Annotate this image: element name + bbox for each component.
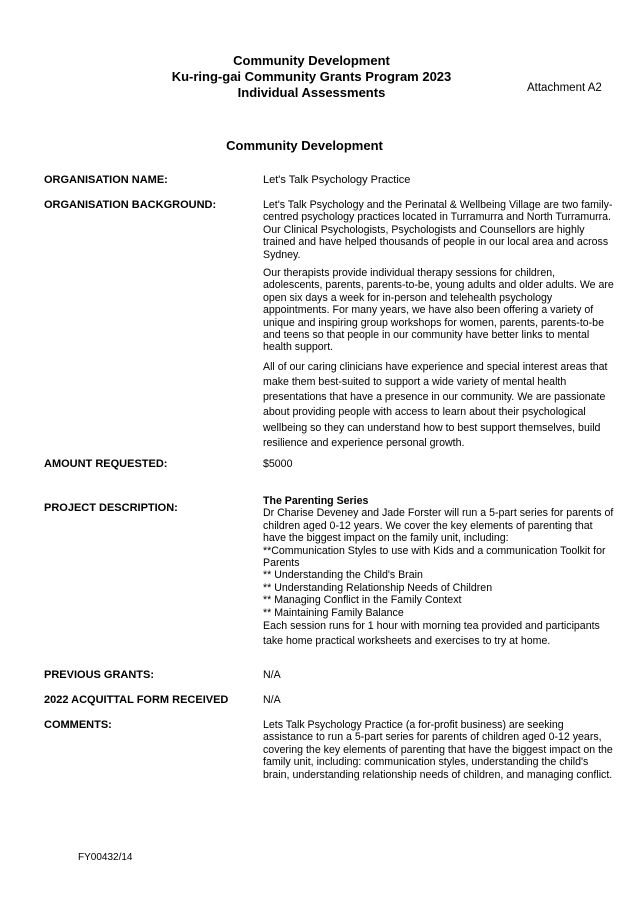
project-item: ** Managing Conflict in the Family Context bbox=[263, 594, 462, 607]
comments-value: Lets Talk Psychology Practice (a for-profit business) are seeking assistance to run a 5-part series for parents of children aged 0-12 years, covering the key elements of parenting that have the biggest impact on the family unit, including: communication styles, understanding the child's brain, understanding relationship needs of children, and managing conflict. bbox=[263, 719, 613, 781]
project-title: The Parenting Series bbox=[263, 495, 369, 507]
section-title: Community Development bbox=[226, 138, 383, 153]
org-name-value: Let's Talk Psychology Practice bbox=[263, 174, 411, 186]
background-paragraph-2: Our therapists provide individual therapy sessions for children, adolescents, parents, parents-to-be, young adults and older adults. We are open six days a week for in-person and telehealth psychology appointments. For many years, we have also been offering a variety of unique and inspiring group workshops for women, parents, parents-to-be and teens so that people in our community have better links to mental health support. bbox=[263, 267, 614, 354]
org-name-label: ORGANISATION NAME: bbox=[44, 174, 168, 186]
project-item: ** Understanding Relationship Needs of Children bbox=[263, 581, 493, 594]
project-item: ** Understanding the Child's Brain bbox=[263, 569, 423, 582]
project-description bbox=[263, 495, 615, 649]
background-paragraph-1: Let's Talk Psychology and the Perinatal & Wellbeing Village are two family-centred psychology practices located in Turramurra and North Turramurra. Our Clinical Psychologists, Psychologists and Counsellors are highly trained and have helped thousands of people in our local area and across Sydney. bbox=[263, 199, 613, 261]
attachment-label: Attachment A2 bbox=[527, 82, 602, 94]
amount-label: AMOUNT REQUESTED: bbox=[44, 458, 168, 470]
acquittal-value: N/A bbox=[263, 694, 281, 706]
background-text bbox=[263, 199, 615, 457]
project-label: PROJECT DESCRIPTION: bbox=[44, 502, 178, 514]
project-item: ** Maintaining Family Balance bbox=[263, 606, 404, 619]
background-label: ORGANISATION BACKGROUND: bbox=[44, 199, 217, 211]
header-line-3: Individual Assessments bbox=[237, 85, 386, 100]
project-intro: Dr Charise Deveney and Jade Forster will run a 5-part series for parents of children aged 0-12 years. We cover the key elements of parenting that have the biggest impact on the family unit, including: bbox=[263, 507, 614, 545]
header-line-1: Community Development bbox=[233, 53, 390, 68]
project-closing: Each session runs for 1 hour with morning tea provided and participants take home practical worksheets and exercises to try at home. bbox=[263, 620, 600, 648]
background-paragraph-3: All of our caring clinicians have experience and special interest areas that make them best-suited to support a wide variety of mental health presentations that have a presence in our community. We are passionate about providing people with access to learn about their psychological wellbeing so they can understand how to best support themselves, build resilience and experience personal growth. bbox=[263, 360, 608, 449]
acquittal-label: 2022 ACQUITTAL FORM RECEIVED bbox=[44, 694, 229, 706]
project-item: **Communication Styles to use with Kids and a communication Toolkit for Parents bbox=[263, 544, 606, 570]
amount-value: $5000 bbox=[263, 458, 293, 470]
previous-grants-value: N/A bbox=[263, 669, 281, 681]
document-reference: FY00432/14 bbox=[78, 852, 133, 863]
header-line-2: Ku-ring-gai Community Grants Program 2023 bbox=[171, 69, 452, 84]
comments-label: COMMENTS: bbox=[44, 719, 112, 731]
previous-grants-label: PREVIOUS GRANTS: bbox=[44, 669, 155, 681]
